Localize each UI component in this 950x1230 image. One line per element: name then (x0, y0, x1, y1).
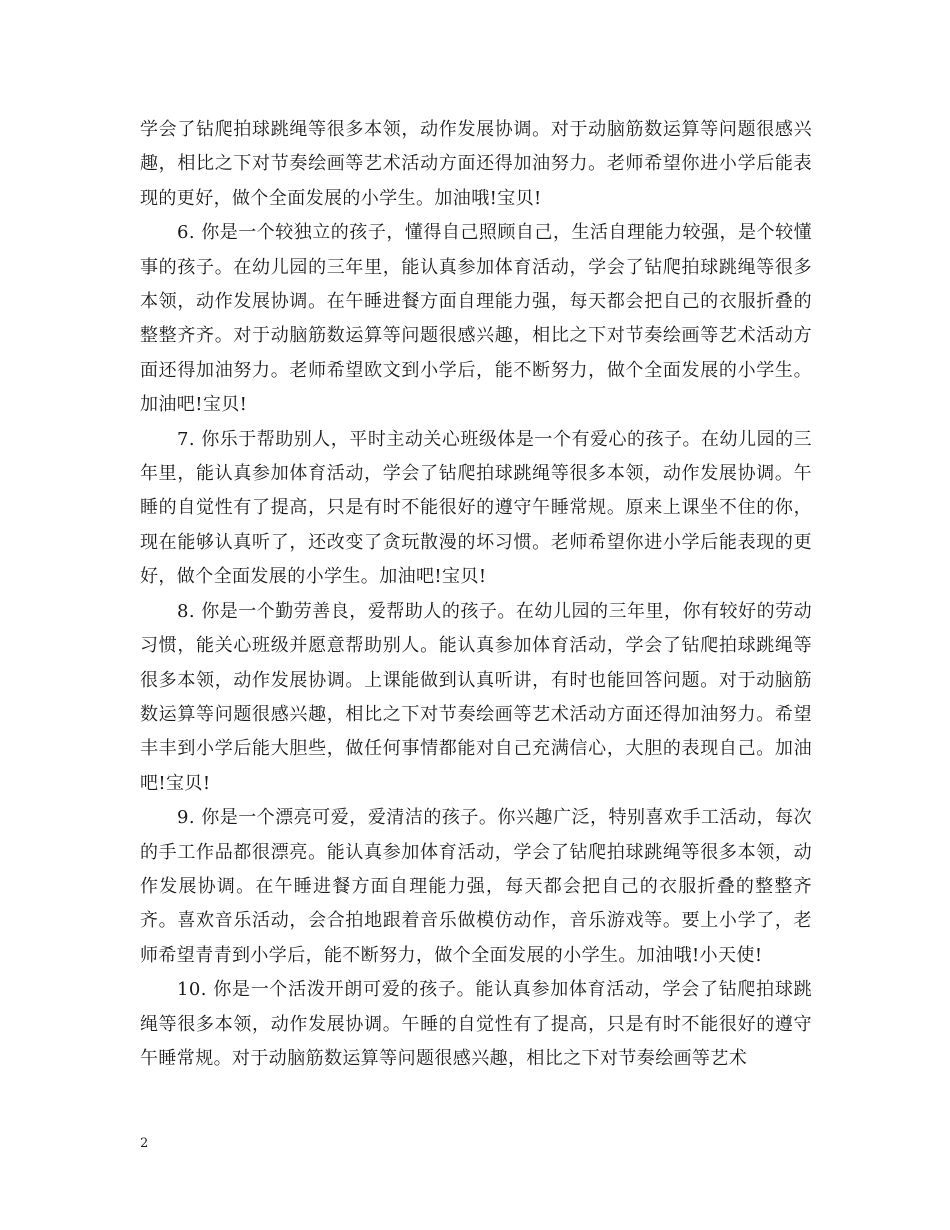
paragraph-item-6: 6. 你是一个较独立的孩子，懂得自己照顾自己，生活自理能力较强，是个较懂事的孩子。在幼儿园的三年里，能认真参加体育活动，学会了钻爬拍球跳绳等很多本领，动作发展协调。在午睡进餐方面自理能力强，每天都会把自己的衣服折叠的整整齐齐。对于动脑筋数运算等问题很感兴趣，相比之下对节奏绘画等艺术活动方面还得加油努力。老师希望欧文到小学后，能不断努力，做个全面发展的小学生。加油吧!宝贝! (140, 222, 812, 416)
paragraph-continued: 学会了钻爬拍球跳绳等很多本领，动作发展协调。对于动脑筋数运算等问题很感兴趣，相比之下对节奏绘画等艺术活动方面还得加油努力。老师希望你进小学后能表现的更好，做个全面发展的小学生。加油哦!宝贝! (140, 119, 812, 209)
document-body (140, 113, 812, 1076)
paragraph-item-8: 8. 你是一个勤劳善良，爱帮助人的孩子。在幼儿园的三年里，你有较好的劳动习惯，能关心班级并愿意帮助别人。能认真参加体育活动，学会了钻爬拍球跳绳等很多本领，动作发展协调。上课能做到认真听讲，有时也能回答问题。对于动脑筋数运算等问题很感兴趣，相比之下对节奏绘画等艺术活动方面还得加油努力。希望丰丰到小学后能大胆些，做任何事情都能对自己充满信心，大胆的表现自己。加油吧!宝贝! (140, 600, 812, 794)
paragraph-item-7: 7. 你乐于帮助别人，平时主动关心班级体是一个有爱心的孩子。在幼儿园的三年里，能认真参加体育活动，学会了钻爬拍球跳绳等很多本领，动作发展协调。午睡的自觉性有了提高，只是有时不能很好的遵守午睡常规。原来上课坐不住的你，现在能够认真听了，还改变了贪玩散漫的坏习惯。老师希望你进小学后能表现的更好，做个全面发展的小学生。加油吧!宝贝! (140, 428, 812, 588)
paragraph-item-9: 9. 你是一个漂亮可爱，爱清洁的孩子。你兴趣广泛，特别喜欢手工活动，每次的手工作品都很漂亮。能认真参加体育活动，学会了钻爬拍球跳绳等很多本领，动作发展协调。在午睡进餐方面自理能力强，每天都会把自己的衣服折叠的整整齐齐。喜欢音乐活动，会合拍地跟着音乐做模仿动作，音乐游戏等。要上小学了，老师希望青青到小学后，能不断努力，做个全面发展的小学生。加油哦!小天使! (140, 807, 812, 966)
page-number: 2 (140, 1136, 149, 1151)
paragraph-item-10: 10. 你是一个活泼开朗可爱的孩子。能认真参加体育活动，学会了钻爬拍球跳绳等很多本领，动作发展协调。午睡的自觉性有了提高，只是有时不能很好的遵守午睡常规。对于动脑筋数运算等问题很感兴趣，相比之下对节奏绘画等艺术 (140, 979, 812, 1069)
